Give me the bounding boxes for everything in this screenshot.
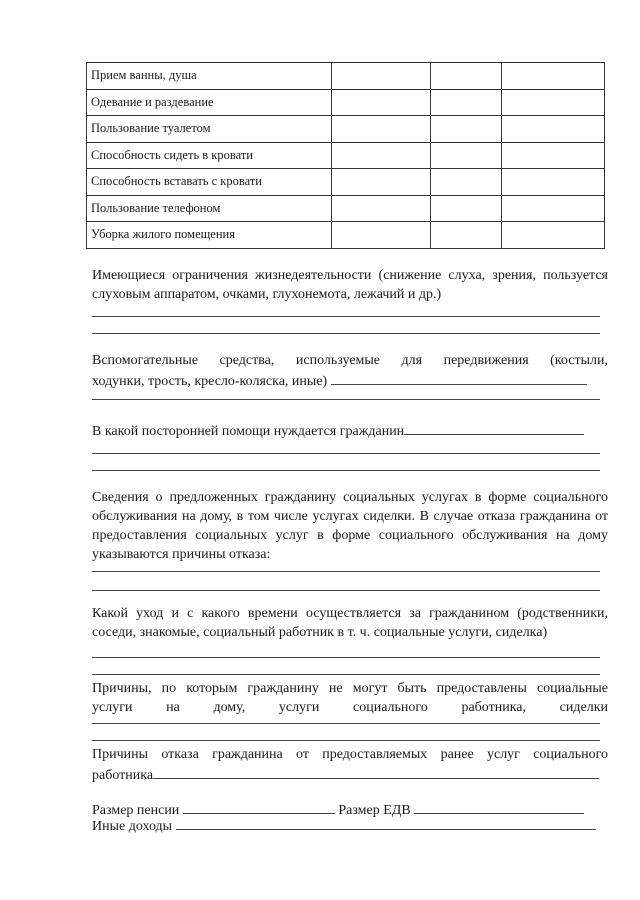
table-cell-3[interactable] xyxy=(502,222,605,249)
table-row xyxy=(87,222,605,249)
table-cell-2[interactable] xyxy=(431,142,502,169)
other-income-field[interactable] xyxy=(176,815,596,830)
table-row xyxy=(87,169,605,196)
other-income-label: Иные доходы xyxy=(92,819,173,834)
table-cell-2[interactable] xyxy=(431,169,502,196)
services-section xyxy=(92,488,608,564)
table-cell-1[interactable] xyxy=(332,116,431,143)
table-cell-3[interactable] xyxy=(502,195,605,222)
table-cell-3[interactable] xyxy=(502,169,605,196)
pension-field[interactable] xyxy=(183,799,335,814)
table-cell-3[interactable] xyxy=(502,116,605,143)
help-line-2[interactable] xyxy=(92,453,600,454)
table-cell-3[interactable] xyxy=(502,63,605,90)
services-line-1[interactable] xyxy=(92,571,600,572)
care-text: Какой уход и с какого времени осуществляется за гражданином (родственники, соседи, знакомые, социальный работник в т. ч. социальные услуги, сиделка) xyxy=(92,606,608,640)
reasons-text-line2: услуги на дому, услуги социального работника, сиделки xyxy=(92,700,608,715)
help-section xyxy=(92,420,584,441)
care-line-1[interactable] xyxy=(92,657,600,658)
reasons-section xyxy=(92,679,608,717)
aids-text-line1: Вспомогательные средства, используемые для передвижения (костыли, xyxy=(92,353,608,368)
other-income-row xyxy=(92,815,596,836)
limitations-line-2[interactable] xyxy=(92,333,600,334)
care-line-2[interactable] xyxy=(92,674,600,675)
row-label: Способность сидеть в кровати xyxy=(87,142,332,169)
help-line-3[interactable] xyxy=(92,470,600,471)
aids-fill-line[interactable] xyxy=(331,370,587,385)
pension-label: Размер пенсии xyxy=(92,803,180,818)
help-text: В какой посторонней помощи нуждается гражданин xyxy=(92,424,405,439)
limitations-text: Имеющиеся ограничения жизнедеятельности (снижение слуха, зрения, пользуется слуховым аппаратом, очками, глухонемота, лежачий и др.) xyxy=(92,268,608,302)
limitations-line-1[interactable] xyxy=(92,316,600,317)
row-label: Одевание и раздевание xyxy=(87,89,332,116)
table-row xyxy=(87,89,605,116)
reasons-line-1[interactable] xyxy=(92,723,600,724)
table-cell-1[interactable] xyxy=(332,195,431,222)
table-cell-2[interactable] xyxy=(431,195,502,222)
refusal-section xyxy=(92,745,608,785)
row-label: Пользование туалетом xyxy=(87,116,332,143)
aids-text-line2: ходунки, трость, кресло-коляска, иные) xyxy=(92,374,328,389)
refusal-text-line1: Причины отказа гражданина от предоставляемых ранее услуг социального xyxy=(92,747,608,762)
table-cell-2[interactable] xyxy=(431,116,502,143)
row-label: Прием ванны, душа xyxy=(87,63,332,90)
refusal-fill-line[interactable] xyxy=(153,764,599,779)
table-cell-1[interactable] xyxy=(332,169,431,196)
aids-section xyxy=(92,351,608,391)
table-row xyxy=(87,142,605,169)
help-fill-line[interactable] xyxy=(404,420,584,435)
table-cell-1[interactable] xyxy=(332,63,431,90)
edv-field[interactable] xyxy=(414,799,584,814)
table-cell-1[interactable] xyxy=(332,222,431,249)
aids-line-2[interactable] xyxy=(92,399,600,400)
reasons-line-2[interactable] xyxy=(92,740,600,741)
reasons-text-line1: Причины, по которым гражданину не могут быть предоставлены социальные xyxy=(92,681,608,696)
edv-label: Размер ЕДВ xyxy=(338,803,411,818)
services-line-2[interactable] xyxy=(92,590,600,591)
table-cell-3[interactable] xyxy=(502,89,605,116)
table-cell-2[interactable] xyxy=(431,222,502,249)
services-text: Сведения о предложенных гражданину социальных услугах в форме социального обслуживания на дому, в том числе услугах сиделки. В случае отказа гражданина от предоставления социальных услуг в форме социального обслуживания на дому указываются причины отказа: xyxy=(92,490,608,562)
table-row xyxy=(87,116,605,143)
table-cell-2[interactable] xyxy=(431,63,502,90)
functional-abilities-table xyxy=(86,62,605,249)
limitations-section xyxy=(92,266,608,304)
care-section xyxy=(92,604,608,642)
row-label: Пользование телефоном xyxy=(87,195,332,222)
table-cell-2[interactable] xyxy=(431,89,502,116)
table-cell-1[interactable] xyxy=(332,89,431,116)
table-cell-1[interactable] xyxy=(332,142,431,169)
table-cell-3[interactable] xyxy=(502,142,605,169)
table-row xyxy=(87,63,605,90)
table-row xyxy=(87,195,605,222)
refusal-text-line2: работника xyxy=(92,768,154,783)
row-label: Уборка жилого помещения xyxy=(87,222,332,249)
row-label: Способность вставать с кровати xyxy=(87,169,332,196)
